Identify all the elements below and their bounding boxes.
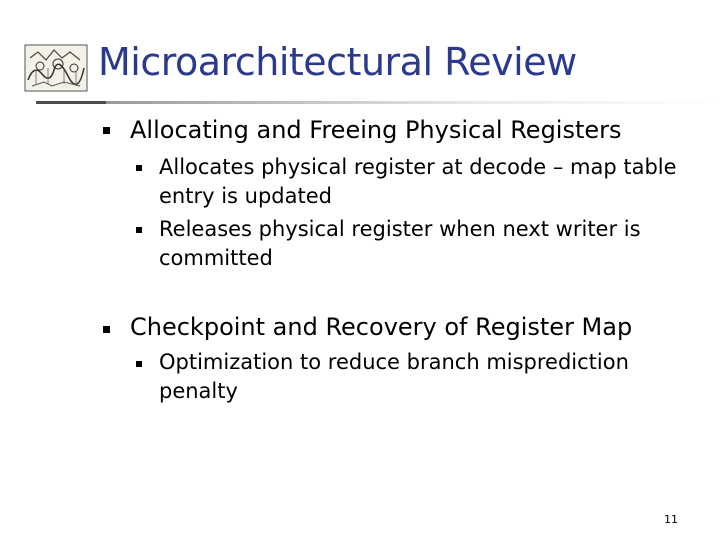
logo-icon <box>24 44 88 92</box>
bullet-marker <box>103 326 110 333</box>
bullet-level1: Checkpoint and Recovery of Register Map <box>130 313 633 341</box>
bullet-line: committed <box>159 246 273 270</box>
bullet-line: entry is updated <box>159 184 332 208</box>
page-number: 11 <box>664 513 678 526</box>
bullet-level2 <box>159 348 699 406</box>
bullet-level1: Allocating and Freeing Physical Registers <box>130 116 622 144</box>
bullet-line: penalty <box>159 379 238 403</box>
bullet-line: Optimization to reduce branch misprediction <box>159 350 629 374</box>
bullet-marker <box>136 361 142 367</box>
bullet-marker <box>136 165 142 171</box>
bullet-marker <box>103 127 110 134</box>
page-title: Microarchitectural Review <box>98 40 577 84</box>
title-divider <box>36 101 720 105</box>
bullet-line: Releases physical register when next writer is <box>159 217 641 241</box>
bullet-level2 <box>159 153 699 211</box>
bullet-level2 <box>159 215 699 273</box>
bullet-marker <box>136 227 142 233</box>
bullet-line: Allocates physical register at decode – map table <box>159 155 677 179</box>
